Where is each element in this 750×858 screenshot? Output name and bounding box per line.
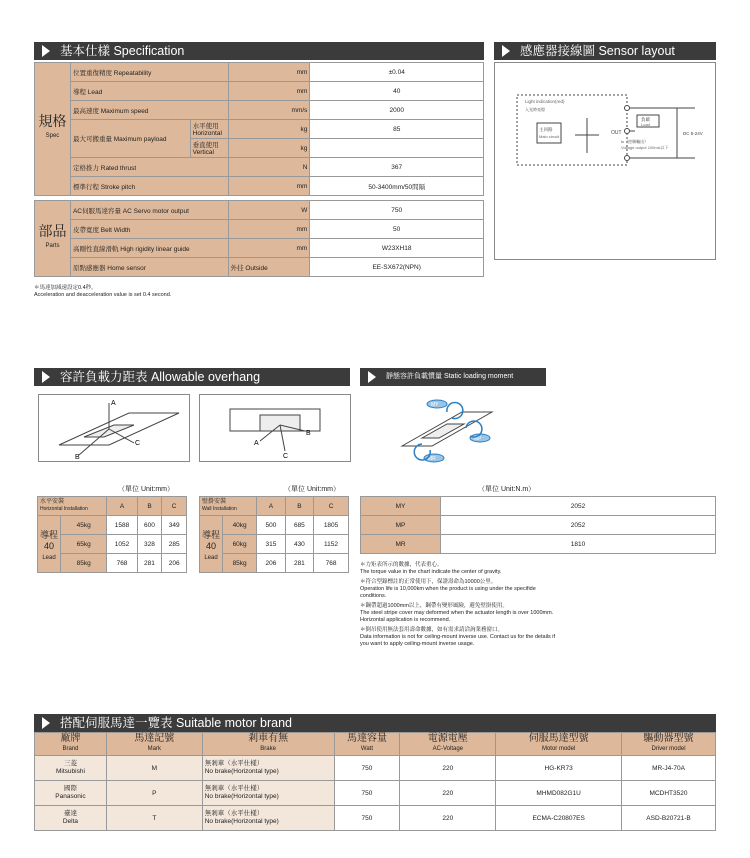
- col-header: B: [285, 497, 313, 516]
- svg-text:MY: MY: [431, 402, 439, 408]
- horizontal-overhang-table: [37, 496, 187, 573]
- svg-text:C: C: [135, 440, 141, 447]
- col-header-voltage: 電源電壓 AC-Voltage: [400, 733, 496, 756]
- col-header: C: [314, 497, 349, 516]
- sensor-wiring-svg: [495, 63, 715, 259]
- note-item: ＊符合型錄標註的正常使用下，保證壽命為10000公里。 Operation life is 10,000km when the product is using under the specifide conditions.: [360, 579, 536, 599]
- spec-row-value: 2000: [310, 101, 484, 120]
- light-indicator-label: Light indication(red): [525, 99, 565, 104]
- col-header: C: [162, 497, 187, 516]
- brake-cell: 無剎車（水平仕樣） No brake(Horizontal type): [202, 756, 334, 781]
- static-diagram: [392, 394, 502, 464]
- col-header-motor: 伺服馬達型號 Motor model: [496, 733, 622, 756]
- spec-row-unit: mm/s: [228, 101, 310, 120]
- col-header-mark: 馬達記號 Mark: [106, 733, 202, 756]
- spec-row-value: 85: [310, 120, 484, 139]
- col-header: A: [107, 497, 137, 516]
- enter-light-label: 入光時亮燈: [525, 107, 545, 112]
- table-row: 85kg 768 281 206: [38, 554, 187, 573]
- parts-table: [34, 200, 484, 277]
- table-row: [35, 101, 484, 120]
- svg-text:MP: MP: [474, 436, 482, 442]
- overhang-header: 容許負載力距表 Allowable overhang: [34, 368, 350, 386]
- brand-cell: 臺達 Delta: [35, 806, 107, 831]
- arrow-right-icon: [42, 45, 50, 57]
- parts-row-label: 原點感應器 Home sensor: [70, 258, 228, 277]
- parts-row-unit: W: [228, 201, 310, 220]
- spec-row-label: 定格推力 Rated thrust: [70, 158, 228, 177]
- svg-text:B: B: [75, 454, 80, 461]
- overhang-unit-wall: （單位 Unit:mm）: [284, 486, 340, 493]
- spec-row-unit: kg: [228, 139, 310, 158]
- col-header-watt: 馬達容量 Watt: [334, 733, 400, 756]
- spec-row-label: 導程 Lead: [70, 82, 228, 101]
- brand-cell: 國際 Panasonic: [35, 781, 107, 806]
- spec-row-unit: mm: [228, 82, 310, 101]
- spec-row-value: 50-3400mm/50間隔: [310, 177, 484, 196]
- static-notes: [360, 562, 560, 648]
- table-row: [35, 239, 484, 258]
- sensor-header: 感應器接線圖 Sensor layout: [494, 42, 716, 60]
- table-row: 臺達 Delta T 無剎車（水平仕樣） No brake(Horizontal type) 750 220 ECMA-C20807ES ASD-B20721-B: [35, 806, 716, 831]
- parts-row-value: 50: [310, 220, 484, 239]
- table-row: [35, 158, 484, 177]
- spec-row-label: 最大可搬重量 Maximum payload: [70, 120, 190, 158]
- spec-row-value: 367: [310, 158, 484, 177]
- wall-diagram: [199, 394, 351, 462]
- spec-row-value: ±0.04: [310, 63, 484, 82]
- spec-row-label: 最高速度 Maximum speed: [70, 101, 228, 120]
- brake-cell: 無剎車（水平仕樣） No brake(Horizontal type): [202, 806, 334, 831]
- table-row: 導程40 Lead 40kg 500 685 1805: [200, 516, 349, 535]
- static-table: [360, 496, 716, 554]
- wall-title: 壁掛安裝 Wall Installation: [200, 497, 257, 516]
- load-label: 負載: [641, 117, 650, 122]
- table-row: [35, 258, 484, 277]
- motor-header: 搭配伺服馬達一覽表 Suitable motor brand: [34, 714, 716, 732]
- spec-row-unit: kg: [228, 120, 310, 139]
- table-row: [35, 120, 484, 139]
- horizontal-title: 水平安裝 Horizontal Installation: [38, 497, 107, 516]
- spec-note: ＊馬達加減速設定0.4秒。 Acceleration and deacceleration value is set 0.4 second.: [34, 285, 172, 298]
- spec-row-unit: mm: [228, 177, 310, 196]
- parts-row-unit: mm: [228, 239, 310, 258]
- parts-row-label: AC伺服馬達容量 AC Servo motor output: [70, 201, 228, 220]
- spec-row-value: [310, 139, 484, 158]
- brake-cell: 無剎車（水平仕樣） No brake(Horizontal type): [202, 781, 334, 806]
- table-row: [38, 497, 187, 516]
- spec-sub-label: 水平使用 Horizontal: [190, 120, 228, 139]
- arrow-right-icon: [42, 717, 50, 729]
- sensor-diagram: [494, 62, 716, 260]
- table-row: [35, 177, 484, 196]
- table-row: [35, 82, 484, 101]
- svg-text:B: B: [306, 430, 311, 437]
- arrow-right-icon: [502, 45, 510, 57]
- main-circuit-box: [537, 123, 561, 143]
- table-row: MY 2052: [361, 497, 716, 516]
- note-item: ＊鋼帶超過1000mm以上，鋼帶有變形風險，避免壁掛使用。 The steel stripe cover may deformed when the actuator length is over 1000mm. Horizontal application is recommend.: [360, 603, 554, 623]
- voltage-en-label: Voltage output 100mA以下: [621, 145, 669, 150]
- table-row: [35, 220, 484, 239]
- table-row: [35, 201, 484, 220]
- motor-table: [34, 732, 716, 831]
- svg-text:A: A: [254, 440, 259, 447]
- table-row: [35, 733, 716, 756]
- table-row: 85kg 206 281 768: [200, 554, 349, 573]
- table-row: [35, 63, 484, 82]
- arrow-right-icon: [368, 371, 376, 383]
- table-row: 65kg 1052 328 285: [38, 535, 187, 554]
- parts-row-value: 750: [310, 201, 484, 220]
- voltage-label: Ic（控制輸出）: [621, 139, 649, 144]
- parts-row-label: 皮帶寬度 Belt Width: [70, 220, 228, 239]
- dc-label: DC 5-24V: [683, 131, 703, 136]
- svg-text:A: A: [111, 400, 116, 407]
- spec-group-label: 規格 Spec: [35, 63, 71, 196]
- main-circuit-en-label: Main circuit: [539, 134, 560, 139]
- parts-row-unit: mm: [228, 220, 310, 239]
- spec-row-label: 位置重復精度 Repeatability: [70, 63, 228, 82]
- note-item: ＊力矩表所示的數據，代表重心。 The torque value in the chart indicate the center of gravity.: [360, 562, 502, 575]
- note-item: ＊倒吊使用無法套用壽命數據，如有需求請洽詢業務窗口。 Data information is not for ceiling-mount inverse use. Contact us for the details if you want to apply ceiling-mount inverse usage.: [360, 627, 556, 647]
- table-row: MR 1810: [361, 535, 716, 554]
- main-circuit-label: 主回路: [539, 127, 553, 132]
- arrow-right-icon: [42, 371, 50, 383]
- parts-row-unit: 外挂 Outside: [228, 258, 310, 277]
- spec-sub-label: 垂直使用 Vertical: [190, 139, 228, 158]
- parts-row-value: W23XH18: [310, 239, 484, 258]
- overhang-unit-horizontal: （單位 Unit:mm）: [118, 486, 174, 493]
- brand-cell: 三菱 Mitsubishi: [35, 756, 107, 781]
- table-row: 三菱 Mitsubishi M 無剎車（水平仕樣） No brake(Horizontal type) 750 220 HG-KR73 MR-J4-70A: [35, 756, 716, 781]
- table-row: 國際 Panasonic P 無剎車（水平仕樣） No brake(Horizontal type) 750 220 MHMD082G1U MCDHT3520: [35, 781, 716, 806]
- col-header-brake: 剎車有無 Brake: [202, 733, 334, 756]
- static-unit: （單位 Unit:N.m）: [478, 486, 536, 493]
- table-row: [200, 497, 349, 516]
- spec-row-unit: N: [228, 158, 310, 177]
- lead-label: 導程40 Lead: [200, 516, 223, 573]
- parts-row-value: EE-SX672(NPN): [310, 258, 484, 277]
- table-row: 60kg 315 430 1152: [200, 535, 349, 554]
- static-header: 靜態容許負載慣量 Static loading moment: [360, 368, 546, 386]
- horizontal-diagram: [38, 394, 190, 462]
- wall-overhang-table: [199, 496, 349, 573]
- spec-table: [34, 62, 484, 196]
- svg-text:MR: MR: [428, 456, 436, 462]
- out-label: OUT: [611, 130, 622, 136]
- svg-text:C: C: [283, 453, 289, 460]
- spec-row-label: 標準行程 Stroke pitch: [70, 177, 228, 196]
- col-header-brand: 廠牌 Brand: [35, 733, 107, 756]
- col-header: A: [257, 497, 285, 516]
- load-en-label: Load: [641, 122, 650, 127]
- col-header: B: [137, 497, 162, 516]
- col-header-driver: 驅動器型號 Driver model: [622, 733, 716, 756]
- spec-row-unit: mm: [228, 63, 310, 82]
- spec-header: 基本仕樣 Specification: [34, 42, 484, 60]
- spec-row-value: 40: [310, 82, 484, 101]
- parts-group-label: 部品 Parts: [35, 201, 71, 277]
- table-row: MP 2052: [361, 516, 716, 535]
- parts-row-label: 高剛性直線滑軌 High rigidity linear guide: [70, 239, 228, 258]
- table-row: 導程40 Lead 45kg 1588 600 349: [38, 516, 187, 535]
- lead-label: 導程40 Lead: [38, 516, 61, 573]
